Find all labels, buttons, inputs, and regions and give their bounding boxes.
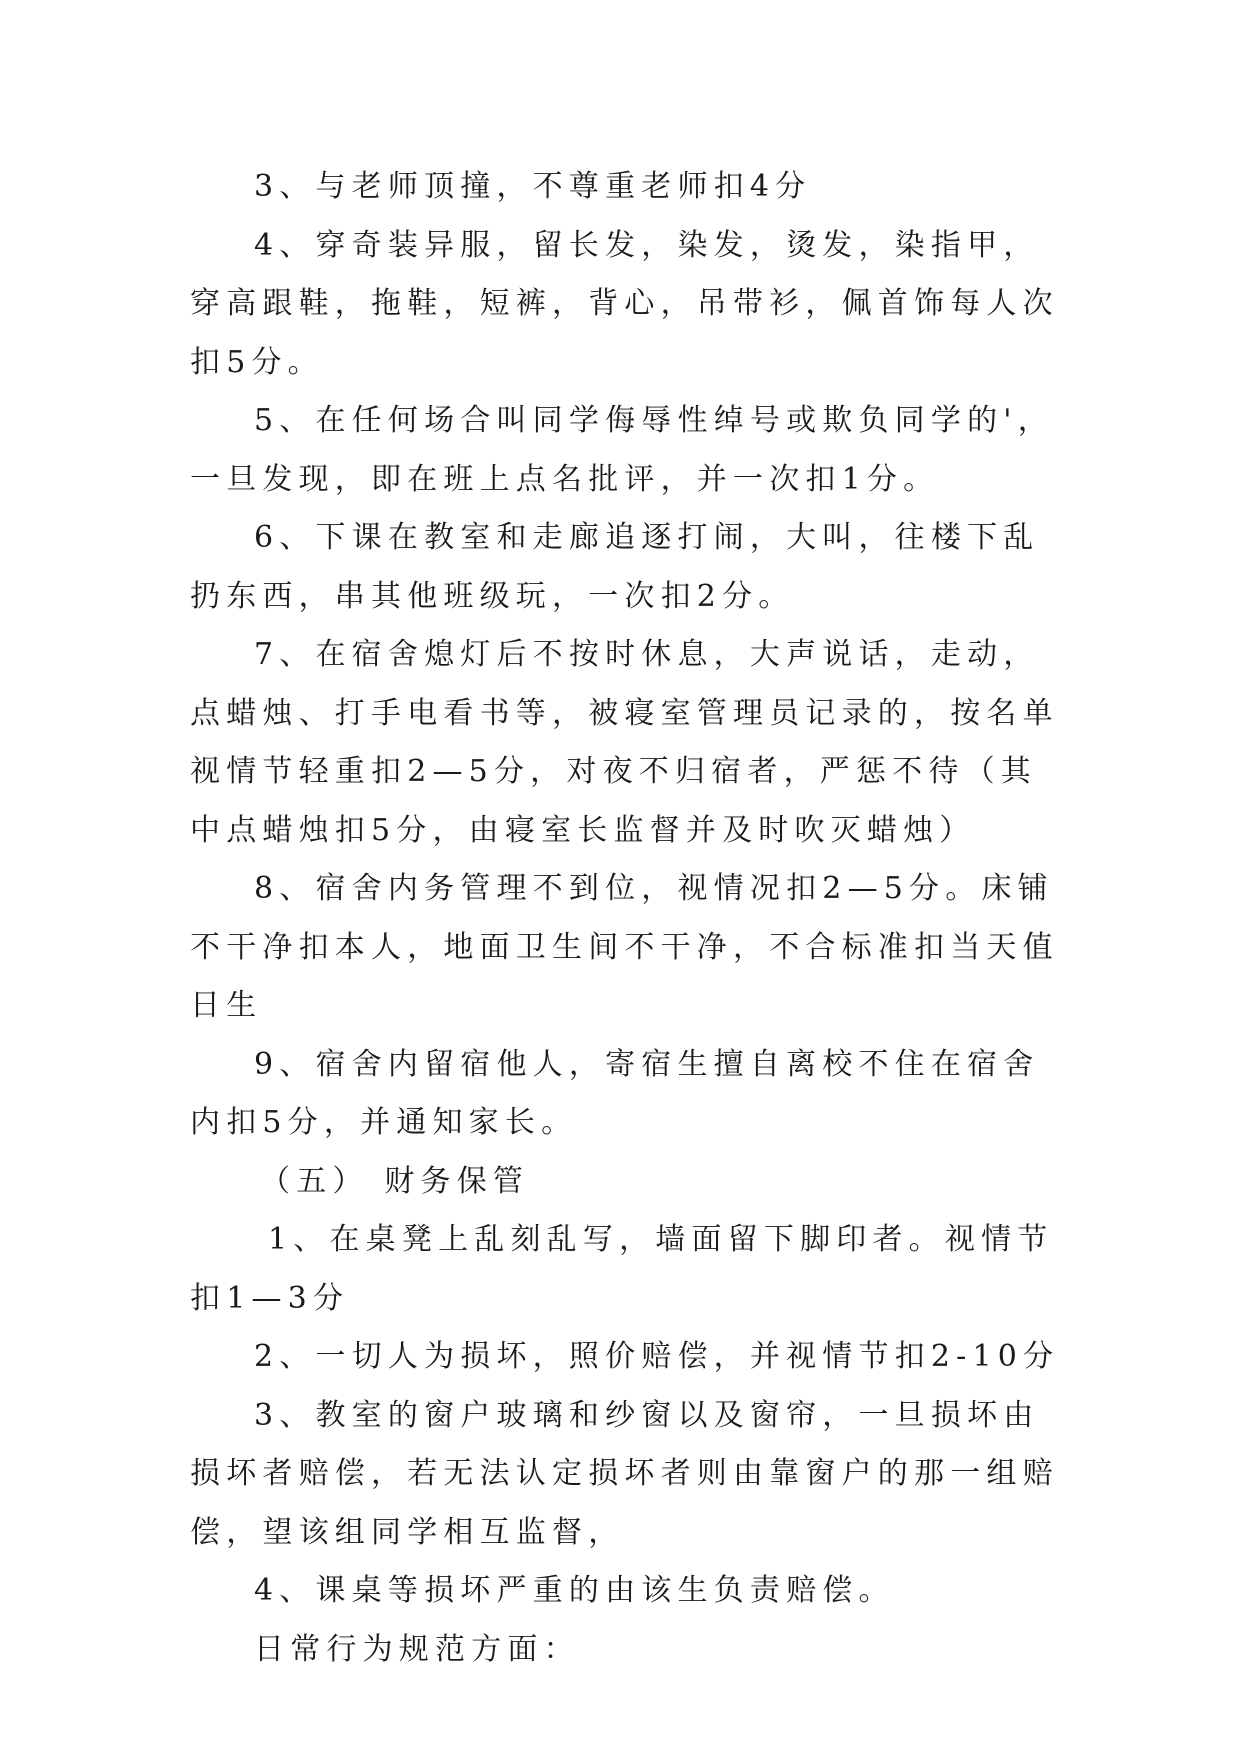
property-rule-2: 2、一切人为损坏，照价赔偿，并视情节扣2-10分 xyxy=(254,1339,1060,1374)
rule-paragraph-9: 9、宿舍内留宿他人，寄宿生擅自离校不住在宿舍内扣5分，并通知家长。 xyxy=(190,1046,1040,1140)
rule-paragraph-5: 5、在任何场合叫同学侮辱性绰号或欺负同学的'，一旦发现，即在班上点名批评，并一次扣1分。 xyxy=(190,403,1054,497)
rule-paragraph-8: 8、宿舍内务管理不到位，视情况扣2—5分。床铺不干净扣本人，地面卫生间不干净，不合标准扣当天值日生 xyxy=(190,871,1059,1023)
rule-paragraph-6: 6、下课在教室和走廊追逐打闹，大叫，往楼下乱扔东西，串其他班级玩，一次扣2分。 xyxy=(190,520,1040,614)
section-heading-daily-conduct: 日常行为规范方面： xyxy=(254,1631,580,1667)
document-body xyxy=(190,158,1070,1679)
property-rule-4: 4、课桌等损坏严重的由该生负责赔偿。 xyxy=(254,1573,895,1608)
property-rule-3: 3、教室的窗户玻璃和纱窗以及窗帘，一旦损坏由损坏者赔偿，若无法认定损坏者则由靠窗户的那一组赔偿，望该组同学相互监督， xyxy=(190,1397,1059,1550)
rule-paragraph-4: 4、穿奇装异服，留长发，染发，烫发，染指甲，穿高跟鞋，拖鞋，短裤，背心，吊带衫，佩首饰每人次扣5分。 xyxy=(190,227,1059,380)
section-heading-property: （五） 财务保管 xyxy=(260,1163,530,1199)
rule-paragraph-3: 3、与老师顶撞，不尊重老师扣4分 xyxy=(254,169,812,204)
property-rule-1: 1、在桌凳上乱刻乱写，墙面留下脚印者。视情节扣1—3分 xyxy=(190,1222,1054,1316)
rule-paragraph-7: 7、在宿舍熄灯后不按时休息，大声说话，走动，点蜡烛、打手电看书等，被寝室管理员记录的，按名单视情节轻重扣2—5分，对夜不归宿者，严惩不待（其中点蜡烛扣5分，由寝室长监督并及时吹灭蜡烛） xyxy=(190,637,1059,848)
